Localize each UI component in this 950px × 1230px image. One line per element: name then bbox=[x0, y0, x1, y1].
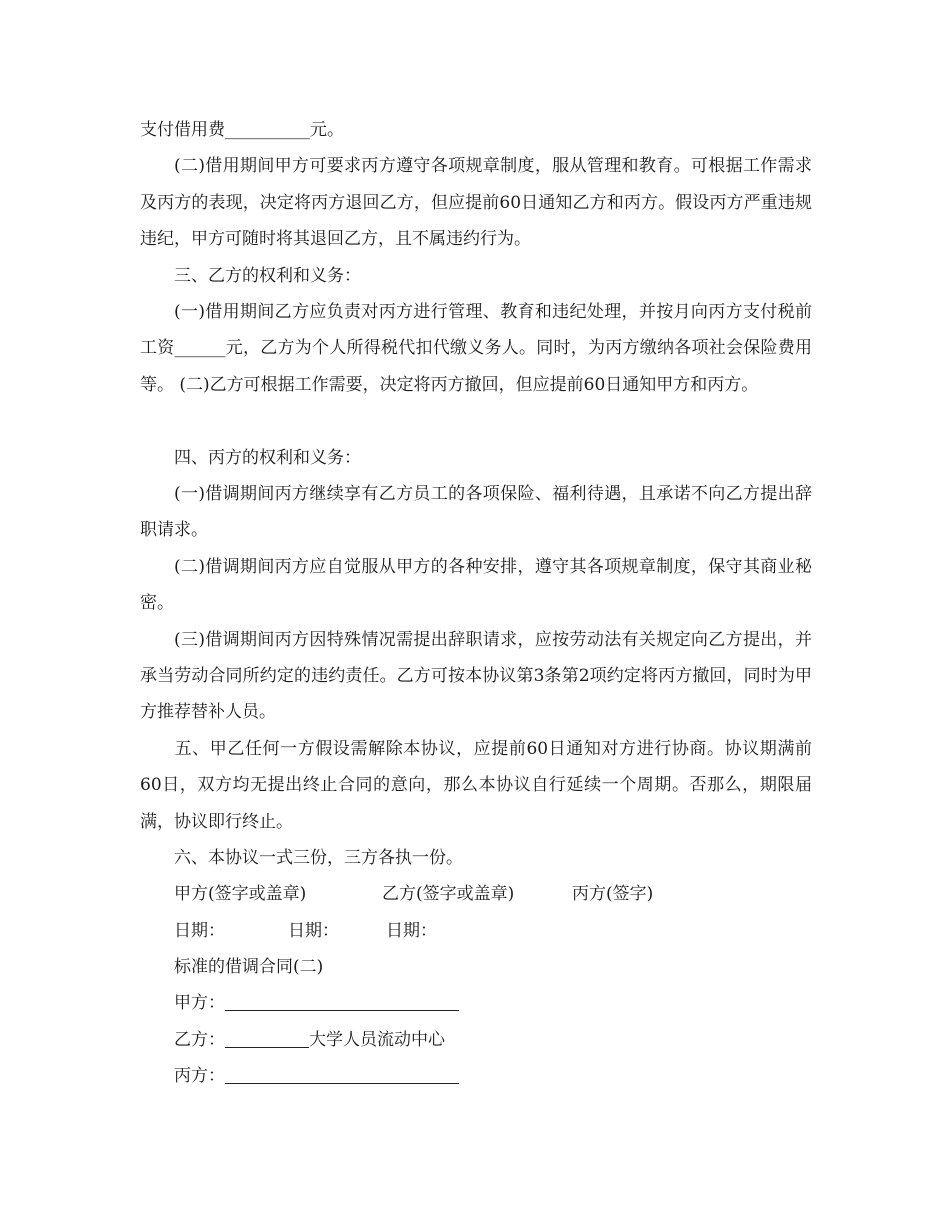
clause-4-2-text: (二)借调期间丙方应自觉服从甲方的各种安排，遵守其各项规章制度，保守其商业秘密。 bbox=[140, 556, 812, 614]
clause-4-1 bbox=[140, 476, 812, 549]
fee-line: 支付借用费__________元。 bbox=[140, 120, 344, 140]
signature-party-b: 乙方(签字或盖章) bbox=[382, 884, 515, 905]
clause-4-3 bbox=[140, 622, 812, 731]
section-3-heading: 三、乙方的权利和义务： bbox=[174, 265, 361, 286]
date-party-c: 日期： bbox=[386, 920, 437, 941]
party-b-blank bbox=[225, 1029, 309, 1048]
clause-3 bbox=[140, 294, 812, 440]
party-b-line bbox=[140, 1022, 812, 1058]
section-4-heading: 四、丙方的权利和义务： bbox=[174, 447, 361, 468]
clause-2-2 bbox=[140, 148, 812, 257]
party-a-label: 甲方： bbox=[174, 993, 225, 1014]
party-a-line bbox=[140, 985, 812, 1021]
party-c-blank bbox=[225, 1065, 459, 1084]
clause-4-1-text: (一)借调期间丙方继续享有乙方员工的各项保险、福利待遇，且承诺不向乙方提出辞职请求。 bbox=[140, 483, 812, 541]
contract-2-title: 标准的借调合同(二) bbox=[174, 957, 324, 978]
signature-party-a: 甲方(签字或盖章) bbox=[174, 884, 307, 905]
clause-6: 六、本协议一式三份，三方各执一份。 bbox=[174, 847, 463, 868]
signature-party-c: 丙方(签字) bbox=[572, 884, 654, 905]
signature-row bbox=[140, 876, 812, 912]
clause-4-2 bbox=[140, 549, 812, 622]
party-c-label: 丙方： bbox=[174, 1066, 225, 1087]
clause-5 bbox=[140, 731, 812, 840]
clause-5-text: 五、甲乙任何一方假设需解除本协议，应提前60日通知对方进行协商。协议期满前60日，双方均无提出终止合同的意向，那么本协议自行延续一个周期。否那么，期限届满，协议即行终止。 bbox=[140, 738, 812, 832]
clause-4-3-text: (三)借调期间丙方因特殊情况需提出辞职请求，应按劳动法有关规定向乙方提出，并承当劳动合同所约定的违约责任。乙方可按本协议第3条第2项约定将丙方撤回，同时为甲方推荐替补人员。 bbox=[140, 629, 812, 723]
party-b-label: 乙方： bbox=[174, 1029, 225, 1050]
party-a-blank bbox=[225, 992, 459, 1011]
party-b-suffix: 大学人员流动中心 bbox=[309, 1029, 445, 1050]
document-page bbox=[140, 112, 812, 1095]
date-party-b: 日期： bbox=[288, 920, 339, 941]
date-row bbox=[140, 913, 812, 949]
clause-3-text: (一)借用期间乙方应负责对丙方进行管理、教育和违纪处理，并按月向丙方支付税前工资______元，乙方为个人所得税代扣代缴义务人。同时，为丙方缴纳各项社会保险费用等。 (二)乙方可根据工作需要，决定将丙方撤回，但应提前60日通知甲方和丙方。 bbox=[140, 301, 812, 395]
clause-2-2-text: (二)借用期间甲方可要求丙方遵守各项规章制度，服从管理和教育。可根据工作需求及丙方的表现，决定将丙方退回乙方，但应提前60日通知乙方和丙方。假设丙方严重违规违纪，甲方可随时将其退回乙方，且不属违约行为。 bbox=[140, 156, 812, 250]
party-c-line bbox=[140, 1058, 812, 1094]
date-party-a: 日期： bbox=[174, 920, 225, 941]
